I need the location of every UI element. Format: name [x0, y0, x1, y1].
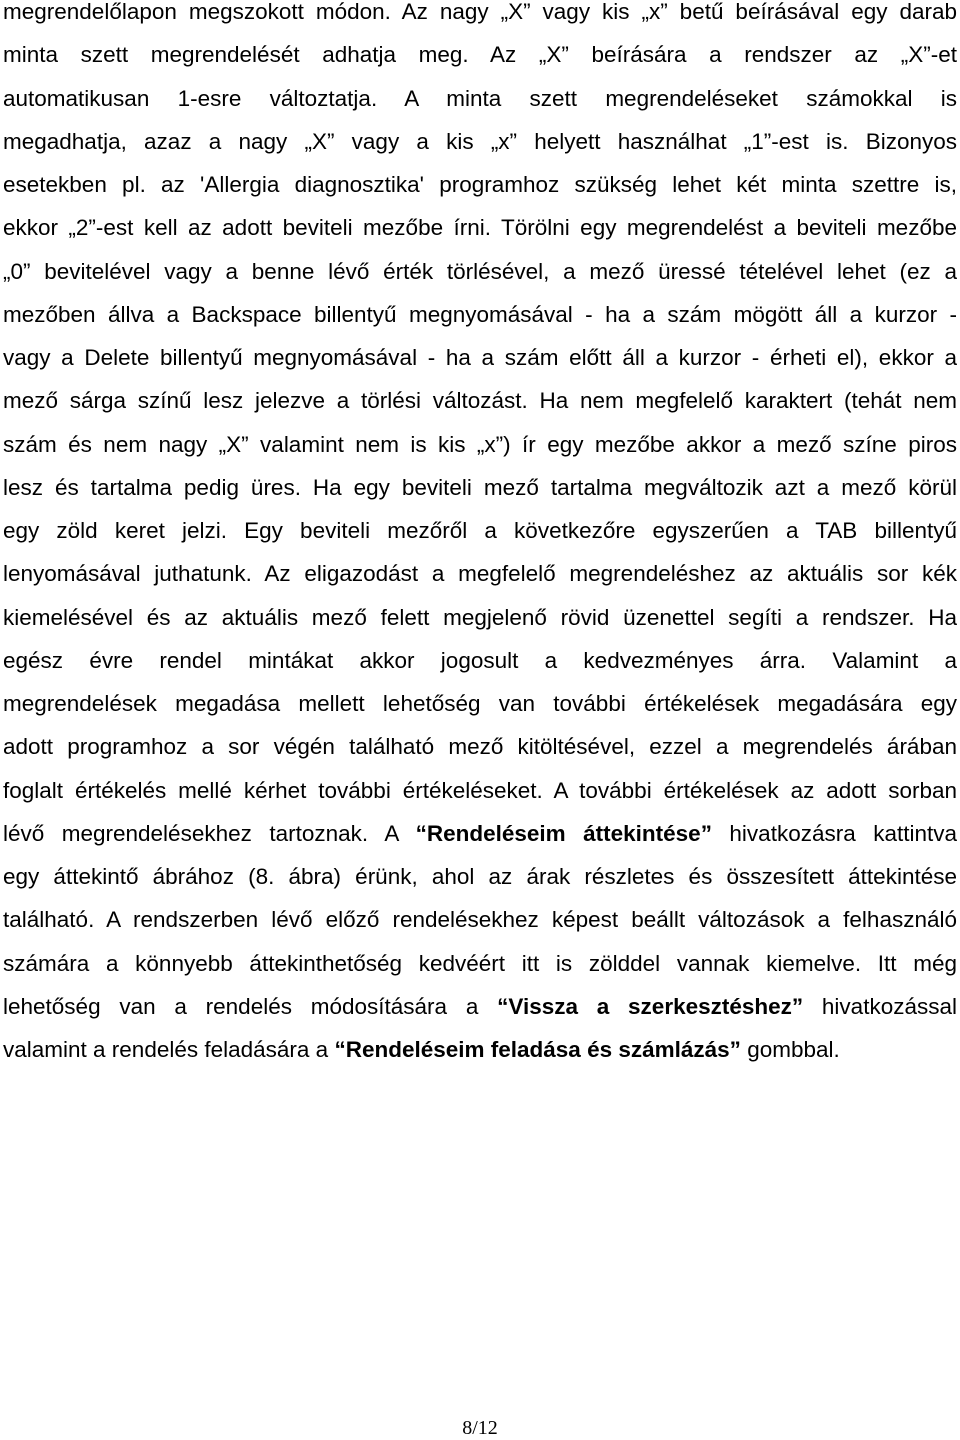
paragraph-line — [3, 995, 957, 1038]
bold-link-name-back-to-edit: “Vissza a szerkesztéshez” — [497, 994, 804, 1019]
paragraph-line: foglalt értékelés mellé kérhet további értékeléseket. A további értékelések az adott sorban — [3, 778, 957, 803]
line-text: hivatkozásra kattintva — [711, 821, 957, 846]
line-text: gombbal. — [740, 1038, 840, 1062]
paragraph-line: minta szett megrendelését adhatja meg. Az „X” beírására a rendszer az „X”-et — [3, 43, 957, 68]
line-text: valamint a rendelés feladására a — [3, 1038, 335, 1062]
paragraph-line — [3, 1038, 957, 1081]
paragraph-line: lenyomásával juthatunk. Az eligazodást a megfelelő megrendeléshez az aktuális sor kék — [3, 562, 957, 587]
paragraph-line: vagy a Delete billentyű megnyomásával - ha a szám előtt áll a kurzor - érheti el), ekkor a — [3, 346, 957, 370]
paragraph-line: szám és nem nagy „X” valamint nem is kis „x”) ír egy mezőbe akkor a mező színe piros — [3, 432, 957, 457]
paragraph-line: mező sárga színű lesz jelezve a törlési változást. Ha nem megfelelő karaktert (tehát nem — [3, 389, 957, 414]
paragraph-line: lesz és tartalma pedig üres. Ha egy beviteli mező tartalma megváltozik azt a mező körül — [3, 475, 957, 500]
paragraph-line: egy zöld keret jelzi. Egy beviteli mezőről a következőre egyszerűen a TAB billentyű — [3, 519, 957, 543]
paragraph-line: esetekben pl. az 'Allergia diagnosztika' programhoz szükség lehet két minta szettre is, — [3, 173, 957, 197]
bold-button-name-submit-orders: “Rendeléseim feladása és számlázás” — [334, 1038, 741, 1062]
page-number: 8/12 — [462, 1417, 498, 1439]
paragraph-line: mezőben állva a Backspace billentyű megnyomásával - ha a szám mögött áll a kurzor - — [3, 302, 957, 327]
line-text: hivatkozással — [803, 994, 957, 1019]
paragraph-line: adott programhoz a sor végén található mező kitöltésével, ezzel a megrendelés árában — [3, 735, 957, 760]
paragraph-line — [3, 822, 957, 865]
paragraph-line: megrendelőlapon megszokott módon. Az nagy „X” vagy kis „x” betű beírásával egy darab — [3, 0, 957, 24]
paragraph-line: megrendelések megadása mellett lehetőség van további értékelések megadására egy — [3, 692, 957, 716]
paragraph-line: „0” bevitelével vagy a benne lévő érték törlésével, a mező üressé tételével lehet (ez a — [3, 259, 957, 284]
paragraph-line: megadhatja, azaz a nagy „X” vagy a kis „x” helyett használhat „1”-est is. Bizonyos — [3, 129, 957, 154]
paragraph-line: egész évre rendel mintákat akkor jogosult a kedvezményes árra. Valamint a — [3, 648, 957, 673]
paragraph-line: egy áttekintő ábrához (8. ábra) érünk, ahol az árak részletes és összesített áttekintése — [3, 865, 957, 889]
paragraph-line: található. A rendszerben lévő előző rendelésekhez képest beállt változások a felhasználó — [3, 908, 957, 933]
paragraph-line: ekkor „2”-est kell az adott beviteli mezőbe írni. Törölni egy megrendelést a beviteli mezőbe — [3, 216, 957, 241]
line-text: lévő megrendelésekhez tartoznak. A — [3, 821, 416, 846]
paragraph-line: automatikusan 1-esre változtatja. A minta szett megrendeléseket számokkal is — [3, 86, 957, 111]
bold-link-name-overview: “Rendeléseim áttekintése” — [415, 821, 712, 846]
paragraph-line: kiemelésével és az aktuális mező felett megjelenő rövid üzenettel segíti a rendszer. Ha — [3, 605, 957, 630]
line-text: lehetőség van a rendelés módosítására a — [3, 994, 498, 1019]
body-paragraph — [3, 0, 957, 1081]
paragraph-line: számára a könnyebb áttekinthetőség kedvéért itt is zölddel vannak kiemelve. Itt még — [3, 951, 957, 976]
